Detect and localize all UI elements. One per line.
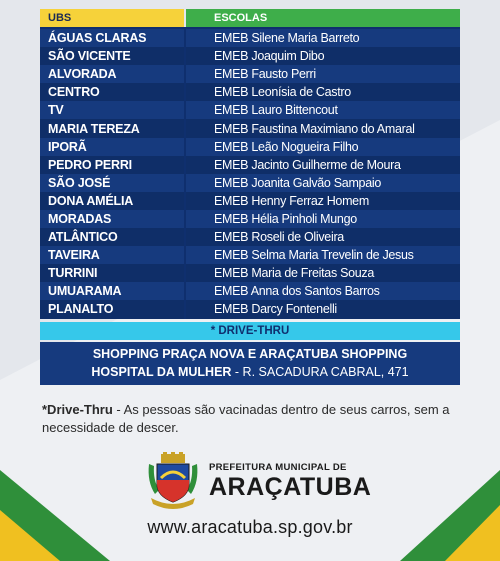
escola-cell: EMEB Selma Maria Trevelin de Jesus — [186, 246, 460, 264]
table-row — [40, 83, 460, 101]
escola-cell: EMEB Henny Ferraz Homem — [186, 192, 460, 210]
header-escolas: ESCOLAS — [186, 9, 460, 27]
header-ubs: UBS — [40, 9, 184, 27]
venue-hospital: HOSPITAL DA MULHER — [91, 364, 232, 379]
ubs-cell: CENTRO — [40, 83, 184, 101]
table-row — [40, 228, 460, 246]
escola-cell: EMEB Joanita Galvão Sampaio — [186, 174, 460, 192]
logo-line-1: PREFEITURA MUNICIPAL DE — [209, 461, 347, 473]
escola-cell: EMEB Hélia Pinholi Mungo — [186, 210, 460, 228]
escola-cell: EMEB Fausto Perri — [186, 65, 460, 83]
drive-thru-venues — [40, 342, 460, 385]
escola-cell: EMEB Jacinto Guilherme de Moura — [186, 156, 460, 174]
table-row — [40, 119, 460, 137]
note-label: *Drive-Thru — [42, 402, 113, 417]
table-row — [40, 101, 460, 119]
table-row — [40, 300, 460, 318]
ubs-cell: TAVEIRA — [40, 246, 184, 264]
table-row — [40, 210, 460, 228]
prefeitura-logo — [145, 452, 371, 510]
ubs-cell: PLANALTO — [40, 300, 184, 318]
table-row — [40, 65, 460, 83]
ubs-cell: DONA AMÉLIA — [40, 192, 184, 210]
table-header — [40, 9, 460, 27]
ubs-cell: ATLÂNTICO — [40, 228, 184, 246]
escola-cell: EMEB Silene Maria Barreto — [186, 29, 460, 47]
coat-of-arms-icon — [145, 452, 201, 510]
table-body — [40, 27, 460, 319]
drive-thru-note — [42, 401, 462, 437]
escola-cell: EMEB Darcy Fontenelli — [186, 300, 460, 318]
logo-line-2: ARAÇATUBA — [209, 472, 372, 501]
ubs-cell: TV — [40, 101, 184, 119]
table-row — [40, 138, 460, 156]
ubs-cell: IPORÃ — [40, 138, 184, 156]
ubs-cell: MARIA TEREZA — [40, 119, 184, 137]
venue-line-1: SHOPPING PRAÇA NOVA E ARAÇATUBA SHOPPING — [92, 346, 408, 361]
venue-address: - R. SACADURA CABRAL, 471 — [231, 364, 409, 379]
escola-cell: EMEB Anna dos Santos Barros — [186, 282, 460, 300]
table-row — [40, 174, 460, 192]
ubs-cell: ÁGUAS CLARAS — [40, 29, 184, 47]
table-row — [40, 282, 460, 300]
ubs-cell: PEDRO PERRI — [40, 156, 184, 174]
escola-cell: EMEB Roseli de Oliveira — [186, 228, 460, 246]
table-row — [40, 29, 460, 47]
website-link[interactable]: www.aracatuba.sp.gov.br — [147, 517, 353, 537]
ubs-cell: TURRINI — [40, 264, 184, 282]
venue-line-2 — [40, 363, 460, 381]
ubs-cell: SÃO VICENTE — [40, 47, 184, 65]
escola-cell: EMEB Leonísia de Castro — [186, 83, 460, 101]
escola-cell: EMEB Faustina Maximiano do Amaral — [186, 119, 460, 137]
escola-cell: EMEB Joaquim Dibo — [186, 47, 460, 65]
ubs-cell: SÃO JOSÉ — [40, 174, 184, 192]
escola-cell: EMEB Lauro Bittencout — [186, 101, 460, 119]
escola-cell: EMEB Maria de Freitas Souza — [186, 264, 460, 282]
table-row — [40, 47, 460, 65]
ubs-cell: UMUARAMA — [40, 282, 184, 300]
note-text: - As pessoas são vacinadas dentro de seus carros, sem a necessidade de descer. — [42, 402, 450, 435]
table-row — [40, 246, 460, 264]
table-row — [40, 264, 460, 282]
drive-thru-bar: * DRIVE-THRU — [40, 322, 460, 340]
ubs-cell: ALVORADA — [40, 65, 184, 83]
escola-cell: EMEB Leão Nogueira Filho — [186, 138, 460, 156]
table-row — [40, 156, 460, 174]
ubs-cell: MORADAS — [40, 210, 184, 228]
table-row — [40, 192, 460, 210]
vaccination-table — [40, 9, 460, 385]
